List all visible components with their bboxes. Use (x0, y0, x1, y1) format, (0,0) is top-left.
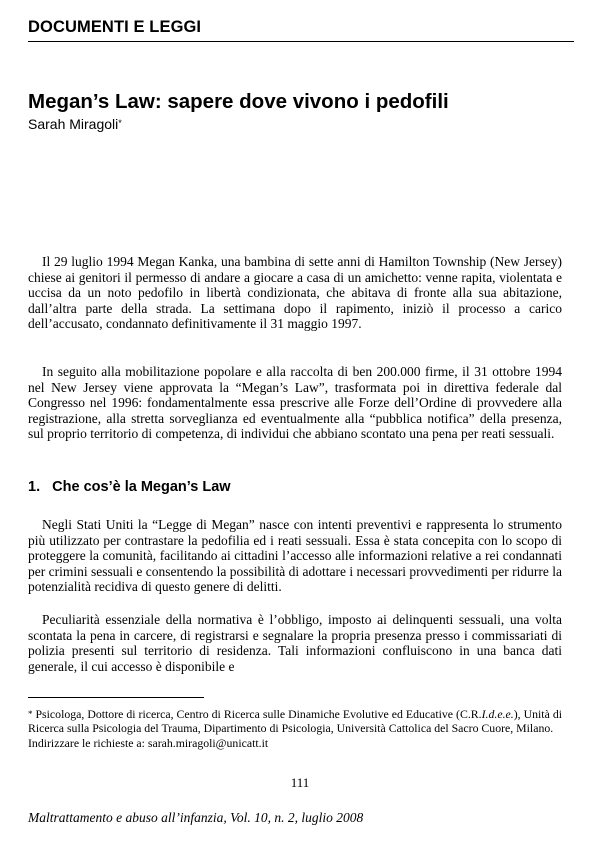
footnote-contact: Indirizzare le richieste a: sarah.miragoli@unicatt.it (28, 735, 269, 750)
section-1-paragraph-1: Negli Stati Uniti la “Legge di Megan” nasce con intenti preventivi e rappresenta lo strumento più utilizzato per contrastare la pedofilia ed i reati sessuali. Essa è stata concepita con lo scopo di proteggere la comunità, facilitando ai cittadini l’accesso alle informazioni relative a rei condannati per crimini sessuali e consentendo la possibilità di adottare i necessari provvedimenti per ridurre la potenzialità recidiva di questo genere di delitti. (28, 517, 562, 595)
footnote-affiliation-end: ), Unità di Ricerca sulla Psicologia del Trauma, Dipartimento di Psicologia, Università Cattolica del Sacro Cuore, Milano. (28, 707, 562, 736)
author-line (28, 115, 122, 133)
section-header: DOCUMENTI E LEGGI (28, 18, 574, 42)
section-1-paragraph-2: Peculiarità essenziale della normativa è l’obbligo, imposto ai delinquenti sessuali, una volta scontata la pena in carcere, di registrarsi e segnalare la propria presenza presso i commissariati di polizia presenti sul territorio di residenza. Tali informazioni confluiscono in una banca dati generale, il cui accesso è disponibile e (28, 612, 562, 674)
author-name: Sarah Miragoli (28, 116, 119, 132)
journal-running-footer: Maltrattamento e abuso all’infanzia, Vol. 10, n. 2, luglio 2008 (28, 810, 364, 825)
footnote-separator (28, 697, 204, 698)
article-title: Megan’s Law: sapere dove vivono i pedofili (28, 90, 449, 113)
section-1-heading: 1. Che cos’è la Megan’s Law (28, 479, 231, 495)
footnote-acronym: I.d.e.e. (481, 707, 514, 721)
author-footnote (28, 707, 562, 750)
intro-paragraph-1: Il 29 luglio 1994 Megan Kanka, una bambina di sette anni di Hamilton Township (New Jersey) chiese ai genitori il permesso di andare a giocare a casa di un amichetto: venne rapita, violentata e uccisa da un noto pedofilo in libertà condizionata, che abitava di fronte alla sua abitazione, dall’altra parte della strada. La settimana dopo il rapimento, iniziò il processo a carico dell’accusato, condannato definitivamente il 31 maggio 1997. (28, 254, 562, 332)
footnote-mark: * (28, 709, 33, 719)
page-number: 111 (290, 775, 310, 790)
footnote-affiliation-start: Psicologa, Dottore di ricerca, Centro di Ricerca sulle Dinamiche Evolutive ed Educative (C.R. (35, 707, 482, 721)
intro-paragraph-2: In seguito alla mobilitazione popolare e alla raccolta di ben 200.000 firme, il 31 ottobre 1994 nel New Jersey viene approvata la “Megan’s Law”, trasformata poi in direttiva federale dal Congresso nel 1996: fondamentalmente essa prescrive alle Forze dell’Ordine di provvedere alla registrazione, alla stretta sorveglianza ed eventualmente alla “pubblica notifica” della presenza, sul proprio territorio di competenza, di individui che abbiano scontato una pena per reati sessuali. (28, 364, 562, 442)
author-footnote-mark: * (118, 118, 122, 128)
